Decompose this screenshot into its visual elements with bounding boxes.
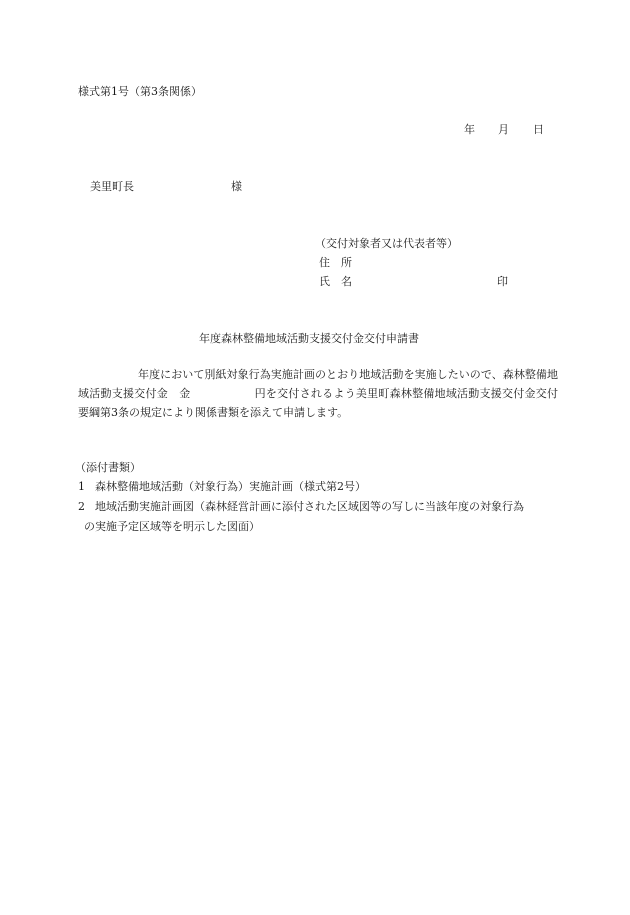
form-number: 様式第1号（第3条関係） — [78, 85, 202, 98]
applicant-address-label: 住 所 — [319, 256, 352, 269]
attachment-1-number: 1 — [78, 480, 85, 493]
addressee-name: 美里町長 — [90, 180, 134, 193]
applicant-heading: （交付対象者又は代表者等） — [315, 237, 458, 250]
body-text-part1: 年度において別紙対象行為実施計画のとおり地域活動を実施したいので、森林整備地域活動支援交付金 金 — [78, 368, 558, 400]
document-title: 年度森林整備地域活動支援交付金交付申請書 — [199, 332, 419, 345]
addressee-honorific: 様 — [231, 180, 242, 193]
seal-mark: 印 — [497, 275, 508, 288]
attachments-heading: （添付書類） — [75, 461, 141, 474]
attachment-1-text: 森林整備地域活動（対象行為）実施計画（様式第2号） — [95, 480, 366, 493]
date-year: 年 — [464, 123, 475, 136]
attachment-2-number: 2 — [78, 500, 85, 513]
attachment-2-text: 地域活動実施計画図（森林経営計画に添付された区域図等の写しに当該年度の対象行為 — [95, 500, 524, 513]
application-body — [78, 365, 558, 422]
attachment-2-continuation: の実施予定区域等を明示した図面） — [84, 520, 260, 533]
date-day: 日 — [533, 123, 544, 136]
body-text-part2: 円を交付されるよう美里町森林整備地域活動支援交付金交付要綱第3条の規定により関係書類を添えて申請します。 — [78, 387, 559, 419]
applicant-name-label: 氏 名 — [319, 275, 352, 288]
date-month: 月 — [498, 123, 509, 136]
